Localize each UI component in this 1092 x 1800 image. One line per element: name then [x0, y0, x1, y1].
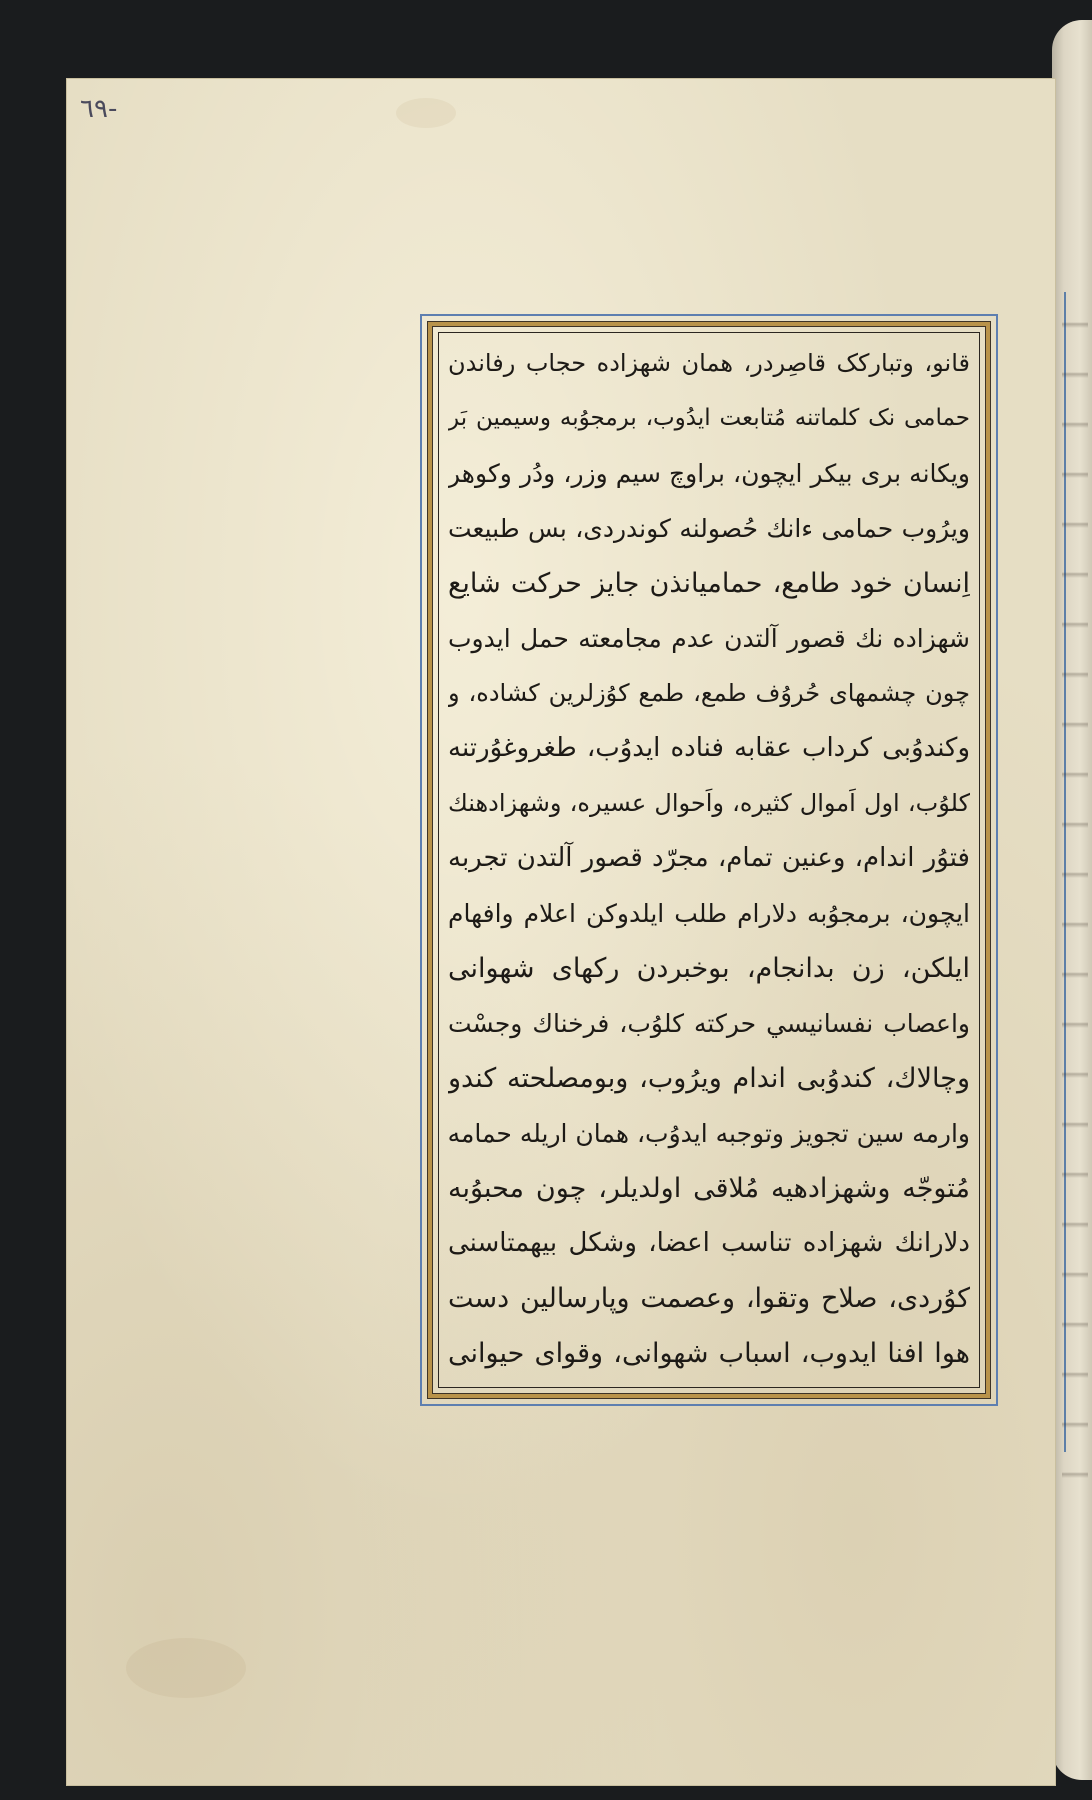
text-line: شهزاده نك قصور آلتدن عدم مجامعته حمل ایدوب	[448, 624, 970, 653]
text-line: ایچون، برمجوُبه دلارام طلب ایلدوکن اعلام وافهام	[448, 899, 970, 928]
text-line: وکندوُبی کرداب عقابه فناده ایدوُب، طغروغوُرتنه	[448, 733, 970, 763]
text-line: کوُردی، صلاح وتقوا، وعصمت وپارسالین دست	[448, 1283, 970, 1314]
folio-number: ٦٩-	[80, 94, 118, 124]
text-line: اِنسان خود طامع، حماميانذن جايز حركت شايع	[448, 568, 970, 599]
text-line: کلوُب، اول اَموال کثیره، واَحوال عسیره، وشهزادهنك	[448, 789, 970, 817]
text-line: ایلکن، زن بدانجام، بوخبردن رکهای شهوانی	[448, 953, 970, 984]
text-line: هوا افنا ایدوب، اسباب شهوانی، وقوای حیوانی	[448, 1338, 970, 1369]
text-line: ویکانه بری بیکر ایچون، براوچ سیم وزر، ودُر وکوهر	[448, 459, 970, 488]
text-line: وچالاك، کندوُبی اندام ویرُوب، وبومصلحته کندو	[448, 1063, 970, 1094]
paper-stain	[126, 1638, 246, 1698]
text-line: مُتوجّه وشهزادهیه مُلاقی اولدیلر، چون محبوُبه	[448, 1173, 970, 1204]
text-block	[448, 336, 970, 1382]
text-line: دلارانك شهزاده تناسب اعضا، وشکل بیهمتاسنی	[448, 1228, 970, 1258]
text-line: چون چشمهای حُروُف طمع، طمع کوُزلرین کشاده، و	[448, 679, 970, 707]
text-line: قانو، وتبارکک قاصِردر، همان شهزاده حجاب رفاندن	[448, 349, 970, 377]
text-line: فتوُر اندام، وعنین تمام، مجرّد قصور آلتدن تجربه	[448, 843, 970, 873]
text-line: حمامی نک کلماتنه مُتابعت ایدُوب، برمجوُبه وسیمین بَر	[448, 405, 970, 431]
text-line: واعصاب نفسانيسي حرکته کلوُب، فرخناك وجسْت	[448, 1009, 970, 1038]
text-line: ویرُوب حمامی ءانك حُصولنه کوندردی، بس طبیعت	[448, 514, 970, 543]
paper-stain	[396, 98, 456, 128]
adjacent-folio-text	[1062, 300, 1088, 1480]
text-line: وارمه سین تجویز وتوجبه ایدوُب، همان اریله حمامه	[448, 1119, 970, 1148]
